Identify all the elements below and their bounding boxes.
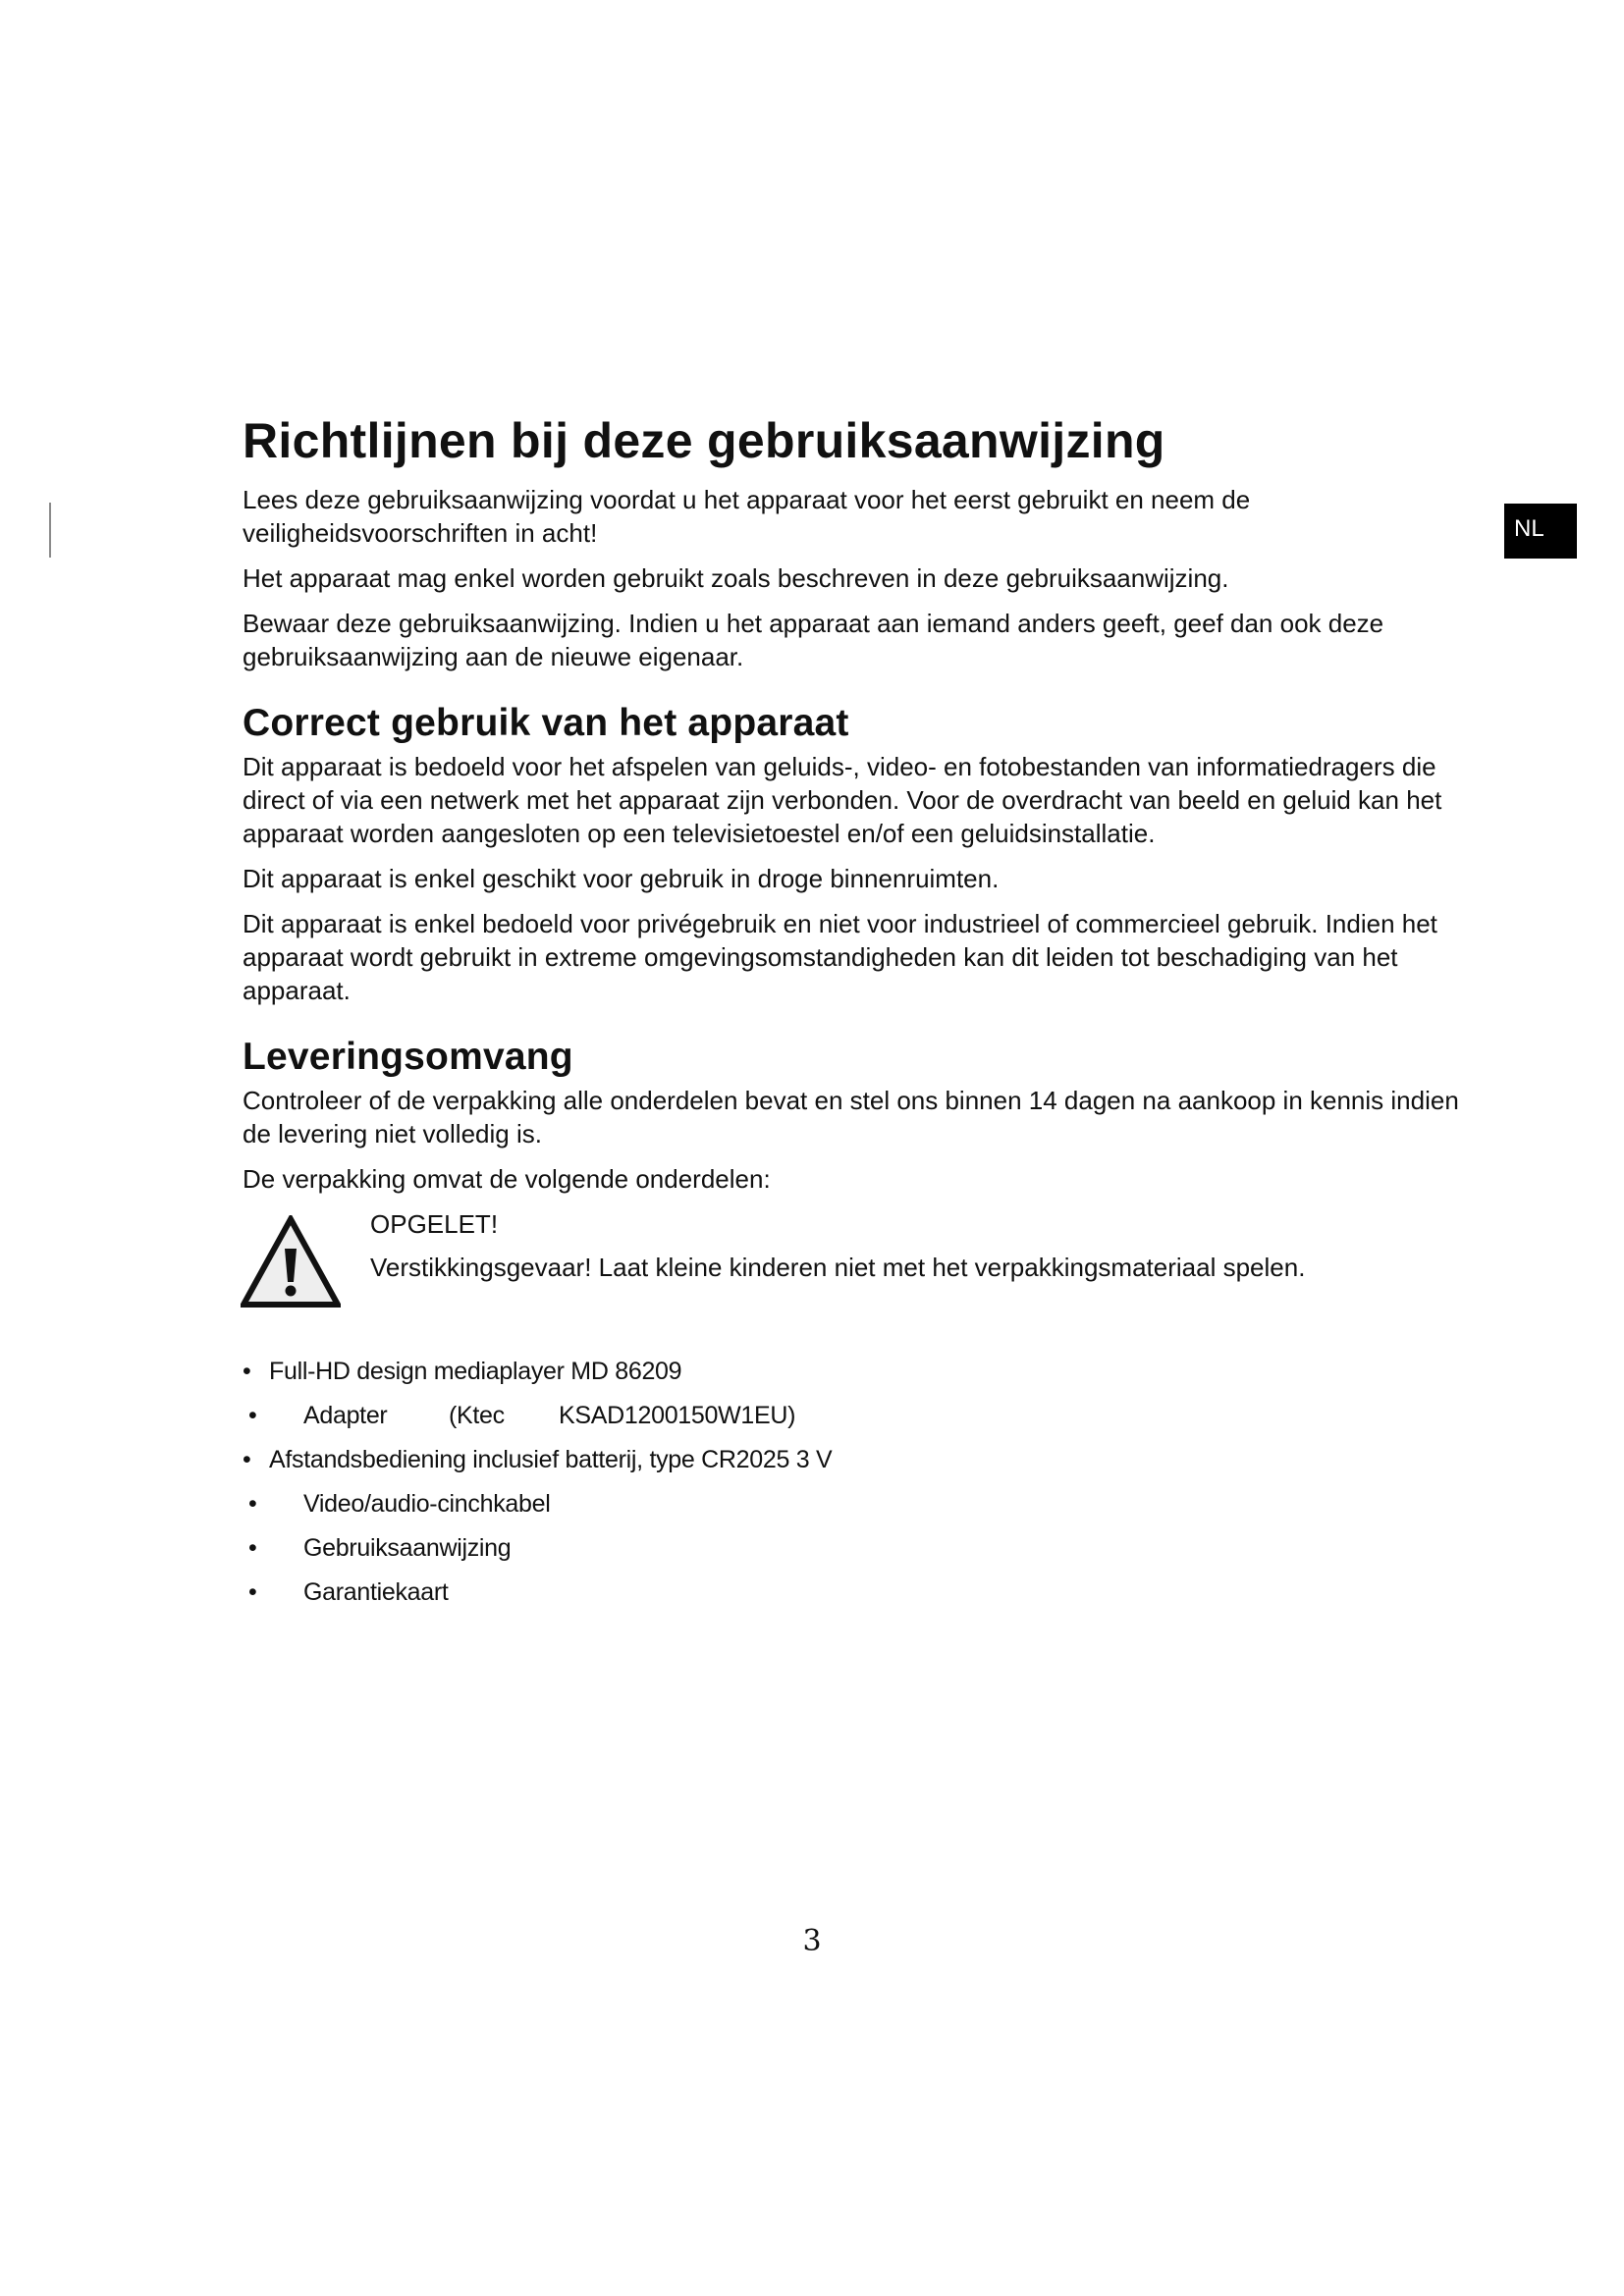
list-item — [243, 1399, 1470, 1443]
list-item — [243, 1575, 1470, 1620]
paragraph: Dit apparaat is enkel bedoeld voor privégebruik en niet voor industrieel of commercieel gebruik. Indien het apparaat wordt gebruikt in extreme omgevingsomstandigheden kan dit leiden tot beschadiging van het apparaat. — [243, 909, 1437, 1005]
list-item — [243, 1355, 1470, 1399]
page-content — [243, 410, 1470, 1620]
paragraph: Controleer of de verpakking alle onderdelen bevat en stel ons binnen 14 dagen na aankoop in kennis indien de levering niet volledig is. — [243, 1086, 1459, 1148]
warning-text: Verstikkingsgevaar! Laat kleine kinderen niet met het verpakkingsmateriaal spelen. — [370, 1253, 1306, 1282]
paragraph: Dit apparaat is enkel geschikt voor gebruik in droge binnenruimten. — [243, 864, 1000, 893]
margin-mark — [49, 503, 51, 558]
warning-notice — [243, 1207, 1470, 1309]
bullet: • — [243, 1358, 251, 1385]
list-item-text: Garantiekaart — [303, 1578, 449, 1606]
list-item-text: (Ktec — [449, 1402, 505, 1429]
warning-title: OPGELET! — [370, 1209, 499, 1239]
list-item-text: Adapter — [303, 1402, 388, 1429]
paragraph: Het apparaat mag enkel worden gebruikt zoals beschreven in deze gebruiksaanwijzing. — [243, 563, 1229, 593]
list-item-text: Full-HD design mediaplayer MD 86209 — [269, 1358, 682, 1385]
paragraph: Dit apparaat is bedoeld voor het afspelen van geluids-, video- en fotobestanden van informatiedragers die direct of via een netwerk met het apparaat zijn verbonden. Voor de overdracht van beeld en geluid kan het apparaat worden aangesloten op een televisietoestel en/of een geluidsinstallatie. — [243, 752, 1442, 848]
language-tab: NL — [1504, 504, 1577, 559]
page-number: 3 — [802, 1924, 822, 1958]
section-package-contents — [243, 1033, 1470, 1620]
list-item-text: Gebruiksaanwijzing — [303, 1534, 512, 1562]
section-title-correct-use: Correct gebruik van het apparaat — [243, 702, 849, 744]
list-item-text: Video/audio-cinchkabel — [303, 1490, 551, 1518]
bullet: • — [248, 1534, 257, 1562]
list-item-text: Afstandsbediening inclusief batterij, type CR2025 3 V — [269, 1446, 833, 1473]
list-item — [243, 1443, 1470, 1487]
section-guidelines — [243, 410, 1470, 673]
list-item-text: KSAD1200150W1EU) — [559, 1402, 796, 1429]
bullet: • — [243, 1446, 251, 1473]
package-contents-list — [243, 1355, 1470, 1620]
paragraph: Bewaar deze gebruiksaanwijzing. Indien u het apparaat aan iemand anders geeft, geef dan ook deze gebruiksaanwijzing aan de nieuwe eigenaar. — [243, 609, 1384, 671]
list-item — [243, 1531, 1470, 1575]
bullet: • — [248, 1402, 257, 1429]
bullet: • — [248, 1578, 257, 1606]
section-correct-use — [243, 699, 1470, 1007]
bullet: • — [248, 1490, 257, 1518]
paragraph: De verpakking omvat de volgende onderdelen: — [243, 1164, 771, 1194]
warning-triangle-icon — [241, 1215, 341, 1308]
paragraph: Lees deze gebruiksaanwijzing voordat u het apparaat voor het eerst gebruikt en neem de veiligheidsvoorschriften in acht! — [243, 485, 1251, 548]
section-title-package-contents: Leveringsomvang — [243, 1036, 573, 1078]
list-item — [243, 1487, 1470, 1531]
section-title-guidelines: Richtlijnen bij deze gebruiksaanwijzing — [243, 413, 1165, 468]
